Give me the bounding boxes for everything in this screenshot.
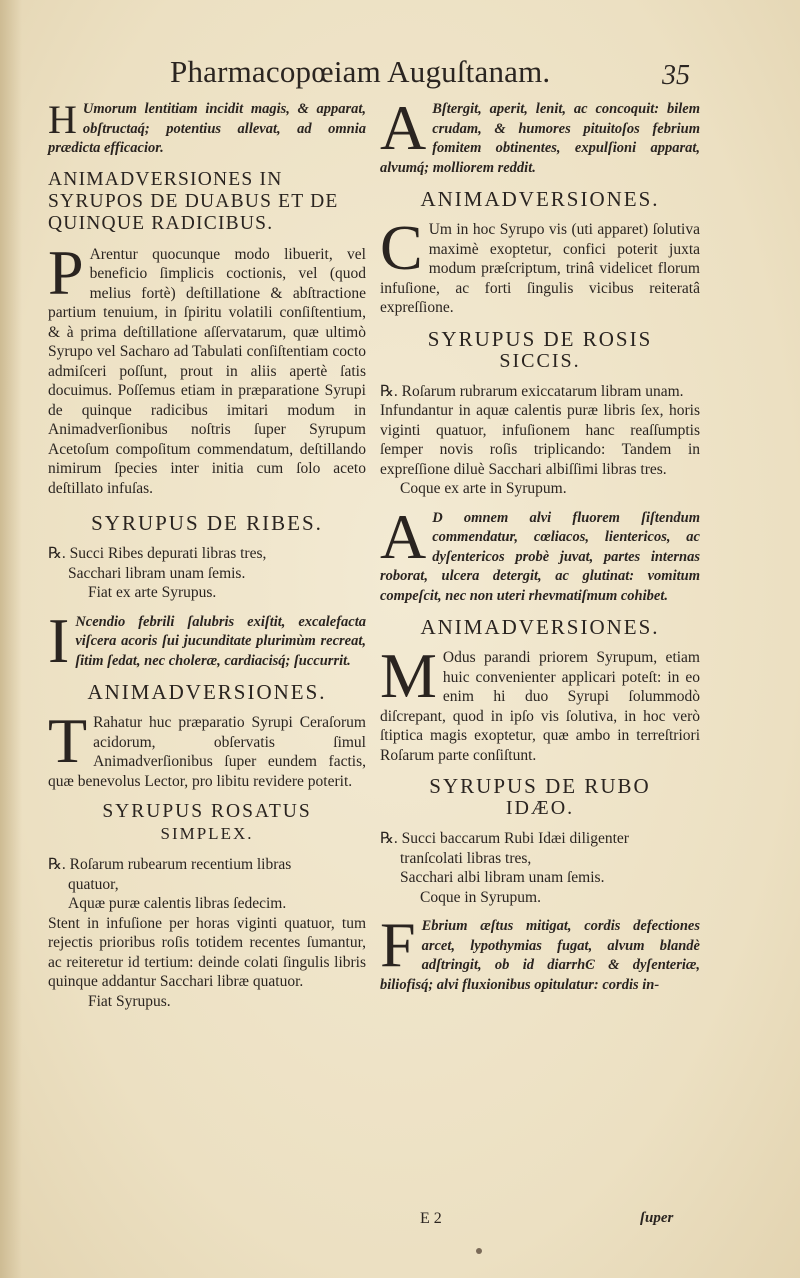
paper-blemish — [476, 1248, 482, 1254]
drop-cap: A — [380, 92, 427, 163]
paragraph-text: Um in hoc Syrupo vis (uti apparet) ſolutiva maximè exoptetur, confici poterit juxta modum præſcriptum, trinâ videlicet florum infuſione, ac forti ſingulis vicibus reiteratâ expreſſione. — [380, 221, 700, 316]
recipe-line: Sacchari libram unam ſemis. — [68, 564, 246, 582]
heading-line: SYRUPUS DE RUBO — [429, 774, 651, 798]
paragraph-ad-omnem — [380, 500, 700, 607]
heading-subline: IDÆO. — [505, 797, 575, 819]
paragraph-text: Rahatur huc præparatio Syrupi Ceraſorum acidorum, obſervatis ſimul Animadverſionibus ſuper eundem factis, quæ benevolus Lector, pro libitu revidere poterit. — [48, 714, 366, 790]
heading-line: SYRUPUS DE ROSIS — [427, 326, 653, 351]
section-heading: ANIMADVERSIONES. — [420, 615, 660, 639]
page-gutter-shadow — [0, 0, 22, 1278]
recipe-line: ℞. Roſarum rubrarum exiccatarum libram unam. — [380, 382, 684, 400]
drop-cap: T — [48, 705, 88, 776]
recipe-rubo-idaeo — [380, 829, 700, 907]
paragraph-trahatur — [48, 705, 366, 791]
section-heading — [380, 775, 700, 819]
drop-cap: P — [48, 236, 84, 308]
recipe-line: Infundantur in aquæ calentis puræ libris ſex, horis viginti quatuor, infuſionem hanc reaſſumptis ſemper novis roſis triplicando: Tandem in expreſſione diluè Sacchari albiſſimi libras tres. — [380, 402, 700, 478]
recipe-line: Aquæ puræ calentis libras ſedecim. — [68, 895, 287, 912]
recipe-line: Coque ex arte in Syrupum. — [400, 480, 567, 497]
catchword: ſuper — [640, 1210, 674, 1226]
paragraph-humorum — [48, 97, 366, 159]
paragraph-text: Odus parandi priorem Syrupum, etiam huic convenienter applicari poteſt: in eo enim hi duo Syrupi ſolummodò diſcrepant, quod in ipſo vis ſolutiva, in hoc verò ſtiptica magis exoptetur, quæ ambo in terreſtriori Roſarum parte conſiſtunt. — [380, 649, 700, 764]
drop-cap: M — [380, 640, 437, 711]
right-column — [380, 92, 700, 1005]
paragraph-incendio — [48, 604, 366, 676]
recipe-line: quatuor, — [68, 875, 119, 893]
recipe-rosatus — [48, 855, 366, 1011]
recipe-line: ℞. Succi Ribes depurati libras tres, — [48, 545, 267, 562]
drop-cap: I — [48, 604, 70, 676]
page-number: 35 — [662, 60, 690, 91]
paragraph-text: D omnem alvi fluorem ſiſtendum commendatur, cœliacos, lientericos, ac dyſentericos probè juvat, partes internas roborat, ulcera detergit, ac glutinat: vomitum compeſcit, nec non uteri rhevmatiſmum cohibet. — [380, 509, 700, 604]
drop-cap: C — [380, 212, 423, 283]
paragraph-cum — [380, 212, 700, 318]
paragraph-modus — [380, 640, 700, 765]
recipe-line: Sacchari albi libram unam ſemis. — [400, 869, 605, 886]
heading-line: SYRUPUS ROSATUS — [102, 801, 312, 822]
paragraph-febrium — [380, 909, 700, 995]
drop-cap: H — [48, 97, 77, 142]
recipe-rosis-siccis — [380, 382, 700, 499]
left-column — [48, 97, 366, 1021]
paragraph-text: Umorum lentitiam incidit magis, & apparat, obſtructaq́; potentius allevat, ad omnia prædicta efficacior. — [48, 101, 366, 156]
recipe-line: ℞. Succi baccarum Rubi Idæi diligenter — [380, 830, 629, 847]
recipe-ribes — [48, 544, 366, 603]
recipe-line: Coque in Syrupum. — [420, 888, 541, 906]
signature-mark: E 2 — [420, 1210, 442, 1227]
section-heading: ANIMADVERSIONES. — [420, 187, 660, 211]
paragraph-parentur — [48, 236, 366, 499]
heading-subline: SICCIS. — [499, 349, 581, 372]
paragraph-text: Ebrium æſtus mitigat, cordis defectiones arcet, lypothymias fugat, alvum blandè adſtringit, ob id diarrhϾ & dyſenteriæ, biliofisq́; alvi fluxionibus opitulatur: cordis in- — [380, 918, 700, 993]
drop-cap: A — [380, 500, 427, 572]
recipe-line: Fiat ex arte Syrupus. — [88, 584, 217, 601]
paragraph-text: Arentur quocunque modo libuerit, vel beneficio ſimplicis coctionis, vel (quod melius fortè) deſtillatione & abſtractione partium tenuium, in ſpiritu volatili conſiſtentium, & à prima deſtillatione aſſervatarum, quæ ultimò Syrupo vel Sacharo ad Tabulati conſiſtentiam cocto admiſceri poſſunt, prout in aliis apertè ſatis docuimus. Poſſemus etiam in præparatione Syrupi de quinque radicibus imitari modum in Animadverſionibus noſtris ſuper Syrupum Acetoſum compoſitum commendatum, deſtillando nimirum ſpecies inter initia cum ſolo aceto deſtillato infuſas. — [48, 245, 366, 497]
drop-cap: F — [380, 909, 416, 980]
running-header: Pharmacopœiam Auguſtanam. — [170, 54, 551, 89]
section-heading: ANIMADVERSIONES IN SYRUPOS DE DUABUS ET DE QUINQUE RADICIBUS. — [48, 168, 339, 234]
recipe-line: Stent in infuſione per horas viginti quatuor, tum rejectis prioribus roſis totidem recentes ſumantur, ac reiteretur id tertium: deinde colati ſingulis libris quinque addantur Sacchari libræ quatuor. — [48, 914, 366, 990]
paragraph-text: Ncendio febrili ſalubris exiſtit, excalefacta viſcera acoris ſui jucunditate plurimùm recreat, ſitim ſedat, nec choleræ, cardiacisq́; ſuccurrit. — [75, 613, 366, 669]
section-heading — [380, 328, 700, 372]
recipe-line: Fiat Syrupus. — [88, 992, 171, 1010]
section-heading: ANIMADVERSIONES. — [87, 680, 327, 704]
recipe-line: tranſcolati libras tres, — [400, 849, 532, 867]
heading-subline: SIMPLEX. — [160, 824, 254, 843]
section-heading: SYRUPUS DE RIBES. — [91, 511, 323, 535]
recipe-line: ℞. Roſarum rubearum recentium libras — [48, 856, 292, 873]
paragraph-text: Bſtergit, aperit, lenit, ac concoquit: bilem crudam, & humores pituitoſos febrium fomitem obtinentes, expulſioni apparat, alvumq́; molliorem reddit. — [380, 101, 700, 176]
section-heading — [48, 801, 366, 845]
paragraph-abstergit — [380, 92, 700, 178]
